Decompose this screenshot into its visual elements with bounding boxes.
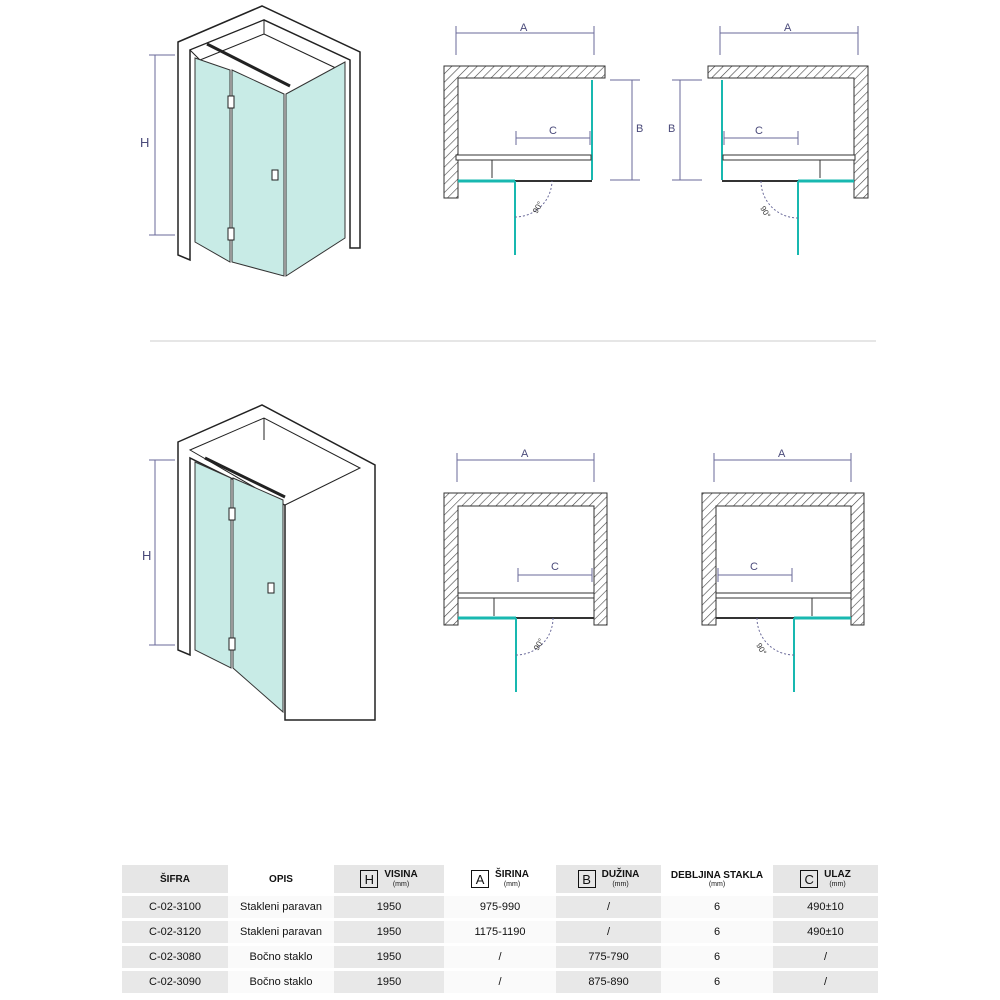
cell-opis: Stakleni paravan [228, 921, 334, 943]
dim-a-label: A [520, 22, 528, 34]
cell-sirina: / [444, 946, 556, 968]
table-row [122, 896, 878, 918]
cell-visina: 1950 [334, 896, 444, 918]
dim-c-label-4: C [750, 561, 758, 573]
dim-h-label: H [140, 135, 150, 150]
header-sifra: ŠIFRA [122, 865, 228, 893]
dim-c-label-2: C [755, 125, 763, 137]
header-visina: H VISINA (mm) [334, 865, 444, 893]
cell-sifra: C-02-3090 [122, 971, 228, 993]
header-opis: OPIS [228, 865, 334, 893]
cell-sirina: 975-990 [444, 896, 556, 918]
angle-label-3: 90° [531, 637, 546, 652]
cell-debljina: 6 [661, 896, 773, 918]
cell-ulaz: / [773, 971, 878, 993]
cell-sifra: C-02-3120 [122, 921, 228, 943]
dim-h-label-2: H [142, 548, 152, 563]
cell-visina: 1950 [334, 921, 444, 943]
dim-a-label-4: A [778, 448, 786, 460]
cell-duzina: / [556, 921, 661, 943]
c-icon: C [800, 870, 818, 888]
cell-debljina: 6 [661, 921, 773, 943]
a-icon: A [471, 870, 489, 888]
cell-sirina: / [444, 971, 556, 993]
cell-ulaz: 490±10 [773, 896, 878, 918]
dim-b-label: B [636, 123, 644, 135]
cell-debljina: 6 [661, 971, 773, 993]
enclosure-3d-niche [142, 405, 375, 720]
table-header-row [122, 865, 878, 893]
table-row [122, 921, 878, 943]
b-icon: B [578, 870, 596, 888]
angle-label-2: 90° [758, 204, 773, 220]
dim-a-label-3: A [521, 448, 529, 460]
cell-sirina: 1175-1190 [444, 921, 556, 943]
table-row [122, 946, 878, 968]
plan-view-3 [444, 448, 607, 692]
enclosure-3d-corner [140, 6, 360, 276]
cell-opis: Bočno staklo [228, 971, 334, 993]
table-row [122, 971, 878, 993]
dim-a-label-2: A [784, 22, 792, 34]
cell-duzina: 775-790 [556, 946, 661, 968]
dim-c-label: C [549, 125, 557, 137]
header-sirina: A ŠIRINA (mm) [444, 865, 556, 893]
cell-sifra: C-02-3080 [122, 946, 228, 968]
angle-label: 90° [530, 200, 545, 215]
cell-ulaz: 490±10 [773, 921, 878, 943]
cell-visina: 1950 [334, 946, 444, 968]
cell-opis: Stakleni paravan [228, 896, 334, 918]
specs-table [122, 862, 878, 996]
h-icon: H [360, 870, 378, 888]
cell-duzina: / [556, 896, 661, 918]
cell-opis: Bočno staklo [228, 946, 334, 968]
angle-label-4: 90° [754, 641, 769, 657]
plan-view-4 [702, 448, 864, 692]
header-debljina: DEBLJINA STAKLA (mm) [661, 865, 773, 893]
header-ulaz: C ULAZ (mm) [773, 865, 878, 893]
cell-duzina: 875-890 [556, 971, 661, 993]
cell-ulaz: / [773, 946, 878, 968]
cell-visina: 1950 [334, 971, 444, 993]
header-duzina: B DUŽINA (mm) [556, 865, 661, 893]
plan-view-2 [668, 22, 868, 255]
cell-debljina: 6 [661, 946, 773, 968]
plan-view-1 [444, 22, 643, 255]
dim-c-label-3: C [551, 561, 559, 573]
cell-sifra: C-02-3100 [122, 896, 228, 918]
dim-b-label-2: B [668, 123, 676, 135]
